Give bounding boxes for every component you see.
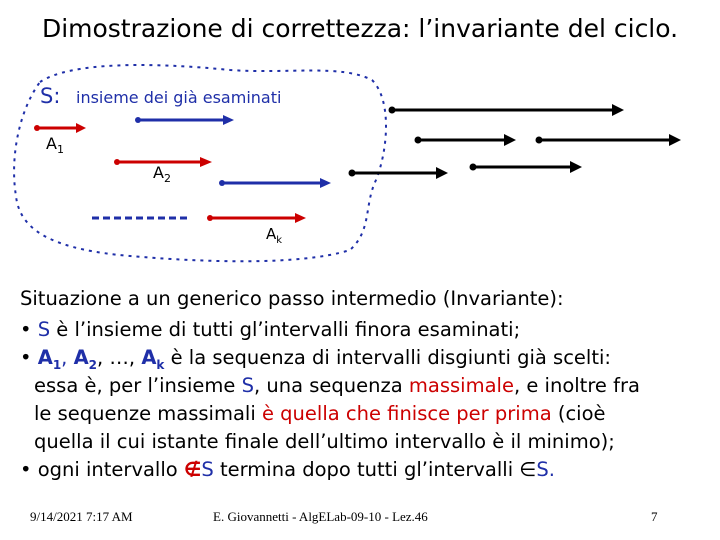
label-a2: $A_2$ (153, 163, 171, 186)
footer-page-number: 7 (651, 509, 658, 524)
invariant-heading: Situazione a un generico passo intermedio (Invariante): (20, 287, 564, 310)
interval-black-3 (536, 134, 682, 146)
page-title: Dimostrazione di correttezza: l’invariante del ciclo. (41, 14, 679, 43)
label-ak: $A_k$ (266, 225, 283, 246)
bullet-3: • ogni intervallo ∉S termina dopo tutti gl’intervalli ∈S. (20, 458, 555, 481)
bullet-2: • $A_1$, $A_2$, …, $A_k$ è la sequenza di intervalli disgiunti già scelti: (20, 346, 611, 372)
interval-black-1 (389, 104, 625, 116)
interval-blue-top (135, 115, 234, 125)
set-s-label: S: (40, 84, 61, 108)
bullet-1: • S è l’insieme di tutti gl’intervalli finora esaminati; (20, 318, 521, 341)
label-a1: $A_1$ (46, 134, 64, 157)
interval-a1 (34, 123, 86, 133)
interval-black-5 (349, 167, 449, 179)
bullet-2-line-2: essa è, per l’insieme S, una sequenza massimale, e inoltre fra (34, 374, 640, 397)
interval-blue-mid (219, 178, 331, 188)
set-s-description: insieme dei già esaminati (76, 88, 282, 107)
interval-black-4 (470, 161, 583, 173)
bullet-2-line-4: quella il cui istante finale dell’ultimo intervallo è il minimo); (34, 430, 615, 453)
bullet-2-line-3: le sequenze massimali è quella che finisce per prima (cioè (34, 402, 606, 425)
footer-author: E. Giovannetti - AlgELab-09-10 - Lez.46 (213, 509, 428, 524)
interval-black-2 (415, 134, 517, 146)
interval-ak (207, 213, 306, 223)
footer-date: 9/14/2021 7:17 AM (30, 509, 133, 524)
